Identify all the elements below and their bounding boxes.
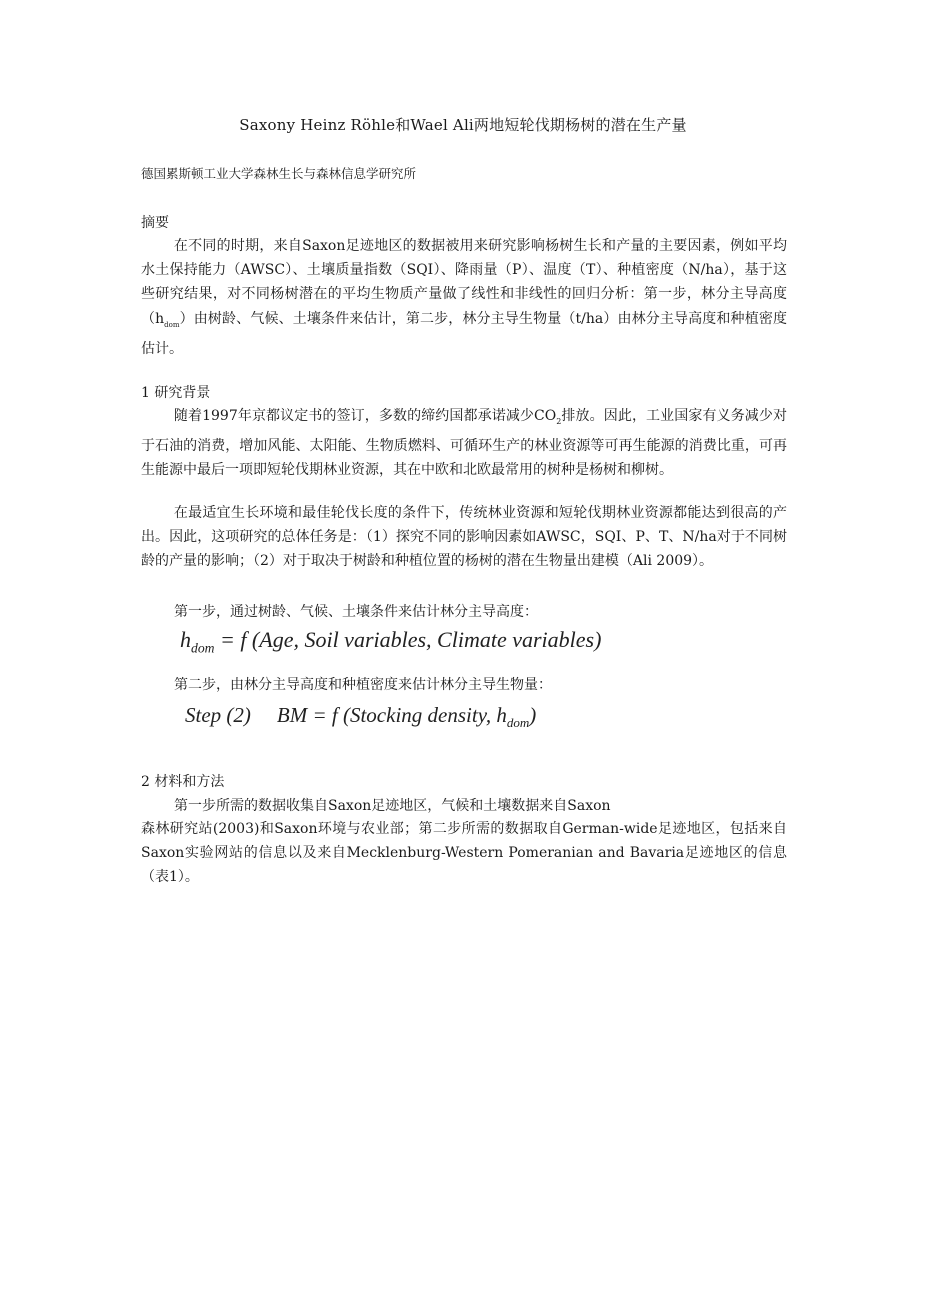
abstract-heading: 摘要 xyxy=(141,215,169,231)
formula1-sub: dom xyxy=(191,640,215,656)
document-title: Saxony Heinz Röhle和Wael Ali两地短轮伐期杨树的潜在生产量 xyxy=(239,116,687,134)
section1-heading: 1 研究背景 xyxy=(141,385,211,401)
section2-heading: 2 材料和方法 xyxy=(141,774,225,790)
abstract-paragraph xyxy=(141,234,787,361)
section1-p2: 在最适宜生长环境和最佳轮伐长度的条件下，传统林业资源和短轮伐期林业资源都能达到很高的产出。因此，这项研究的总体任务是：（1）探究不同的影响因素如AWSC，SQI、P、T、N/ha对于不同树龄的产量的影响；（2）对于取决于树龄和种植位置的杨树的潜在生物量出建模（Ali 2009）。 xyxy=(141,505,787,570)
formula2-body: BM = f (Stocking density, h xyxy=(276,703,507,727)
step1-text: 第一步，通过树龄、气候、土壤条件来估计林分主导高度： xyxy=(174,604,538,620)
formula-1 xyxy=(180,627,601,656)
formula-2 xyxy=(185,703,536,731)
abstract-text-a: 在不同的时期，来自Saxon足迹地区的数据被用来研究影响杨树生长和产量的主要因素，例如平均水土保持能力（AWSC）、土壤质量指数（SQI）、降雨量（P）、温度（T）、种植密度（N/ha），基于这些研究结果，对不同杨树潜在的平均生物质产量做了线性和非线性的回归分析：第一步，林分主导高度（h xyxy=(141,238,787,327)
co2-subscript: 2 xyxy=(556,416,562,426)
formula1-rhs: = f (Age, Soil variables, Climate variables) xyxy=(214,627,602,652)
affiliation: 德国累斯顿工业大学森林生长与森林信息学研究所 xyxy=(141,166,417,181)
formula2-close: ) xyxy=(529,703,537,727)
section1-paragraph-2 xyxy=(141,501,787,574)
formula1-lhs: h xyxy=(180,627,191,652)
step2-text: 第二步，由林分主导高度和种植密度来估计林分主导生物量： xyxy=(174,677,552,693)
formula2-sub: dom xyxy=(506,715,530,731)
section2-p-rest: 森林研究站(2003)和Saxon环境与农业部；第二步所需的数据取自German-wide足迹地区，包括来自Saxon实验网站的信息以及来自Mecklenburg-Western Pomeranian and Bavaria足迹地区的信息（表1）。 xyxy=(141,821,787,886)
abstract-subscript: dom xyxy=(164,320,180,329)
section2-line-1: 第一步所需的数据收集自Saxon足迹地区，气候和土壤数据来自Saxon xyxy=(174,798,611,814)
formula2-step: Step (2) xyxy=(185,703,251,727)
section1-p1-b: 排放。因此，工业国家有义务减少对于石油的消费，增加风能、太阳能、生物质燃料、可循环生产的林业资源等可再生能源的消费比重，可再生能源中最后一项即短轮伐期林业资源，其在中欧和北欧最常用的树种是杨树和柳树。 xyxy=(141,408,788,479)
section1-p1-a: 随着1997年京都议定书的签订，多数的缔约国都承诺减少CO xyxy=(173,408,557,424)
section2-paragraph xyxy=(141,817,787,890)
abstract-text-b: ）由树龄、气候、土壤条件来估计，第二步，林分主导生物量（t/ha）由林分主导高度和种植密度估计。 xyxy=(141,310,787,357)
section1-paragraph-1 xyxy=(141,404,787,482)
